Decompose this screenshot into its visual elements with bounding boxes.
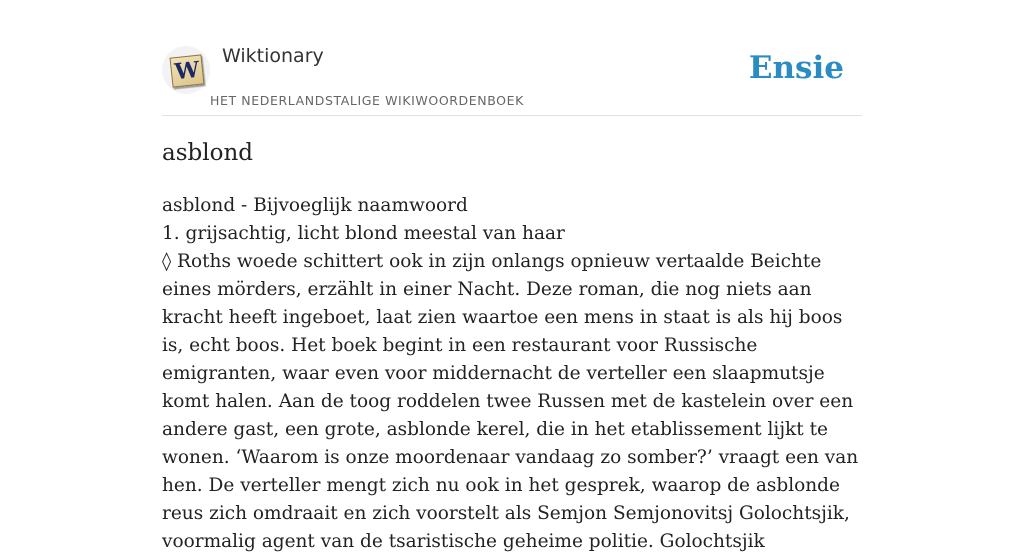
site-header (162, 0, 862, 116)
example-text: ◊ Roths woede schittert ook in zijn onlangs opnieuw vertaalde Beichte eines mörders, erzählt in einer Nacht. Deze roman, die nog niets aan kracht heeft ingeboet, laat zien waartoe een mens in staat is als hij boos is, echt boos. Het boek begint in een restaurant voor Russische emigranten, waar even voor middernacht de verteller een slaapmutsje komt halen. Aan de toog roddelen twee Russen met de kastelein over een andere gast, een grote, asblonde kerel, die in het etablissement lijkt te wonen. ‘Waarom is onze moordenaar vandaag zo somber?’ vraagt een van hen. De verteller mengt zich nu ook in het gesprek, waarop de asblonde reus zich omdraait en zich voorstelt als Semjon Semjonovitsj Golochtsjik, voormalig agent van de tsaristische geheime politie. Golochtsjik (162, 251, 859, 552)
wiktionary-logo-icon[interactable] (162, 46, 210, 94)
entry-content (162, 192, 862, 556)
page-title: asblond (162, 140, 253, 166)
ensie-brand-link[interactable]: Ensie (748, 50, 844, 86)
page (162, 0, 862, 552)
part-of-speech-line: asblond - Bijvoeglijk naamwoord (162, 195, 468, 216)
site-name[interactable]: Wiktionary (222, 45, 324, 67)
site-tagline: HET NEDERLANDSTALIGE WIKIWOORDENBOEK (210, 93, 524, 108)
logo-tile: W (170, 54, 205, 87)
definition-line: 1. grijsachtig, licht blond meestal van haar (162, 223, 565, 244)
